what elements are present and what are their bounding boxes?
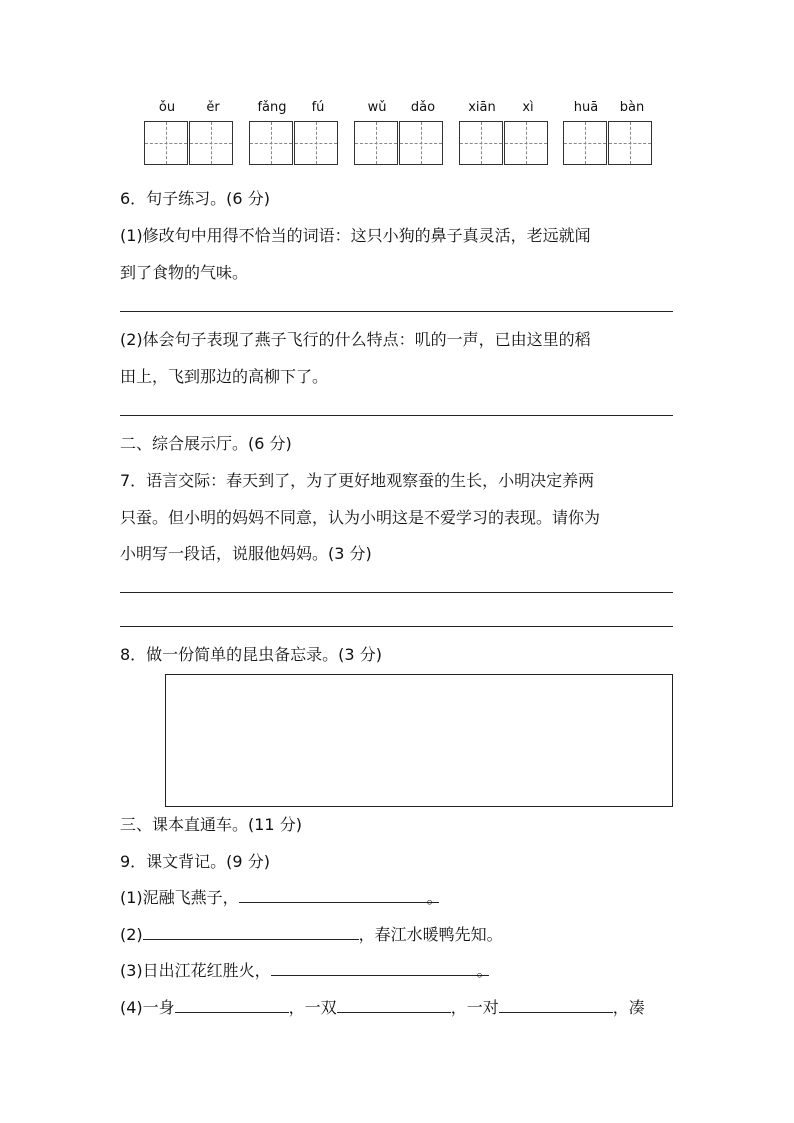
writing-box[interactable] xyxy=(563,121,607,165)
question-6-part1-text-cont: 到了食物的气味。 xyxy=(120,263,249,282)
question-7-text-cont: 小明写一段话，说服他妈妈。(3 分) xyxy=(120,544,372,563)
pinyin-group-1 xyxy=(144,100,236,166)
pinyin-syllable: fú xyxy=(311,100,325,115)
recite-item-2-prefix: (2) xyxy=(120,925,143,944)
recite-item-1 xyxy=(120,885,443,908)
recite-item-1-prefix: (1)泥融飞燕子， xyxy=(120,888,239,907)
pinyin-group-3 xyxy=(354,100,446,166)
question-6-part1-text: (1)修改句中用得不恰当的词语：这只小狗的鼻子真灵活，老远就闻 xyxy=(120,226,591,245)
pinyin-group-4 xyxy=(459,100,551,166)
pinyin-syllable: ǒu xyxy=(158,100,176,115)
pinyin-group-2 xyxy=(249,100,341,166)
pinyin-syllable: wǔ xyxy=(367,100,387,115)
recite-item-4 xyxy=(120,995,645,1018)
writing-box[interactable] xyxy=(504,121,548,165)
recite-item-4-part-c: ，一对 xyxy=(450,998,499,1017)
pinyin-syllable: bàn xyxy=(619,100,645,115)
writing-box[interactable] xyxy=(294,121,338,165)
question-8-title: 8．做一份简单的昆虫备忘录。(3 分) xyxy=(120,645,382,664)
section-2-title: 二、综合展示厅。(6 分) xyxy=(120,434,292,453)
recite-item-4-part-d: ，凑 xyxy=(612,998,645,1017)
answer-line[interactable] xyxy=(120,415,673,416)
recite-item-2-suffix: ，春江水暖鸭先知。 xyxy=(358,925,503,944)
recite-item-4-part-b: ，一双 xyxy=(288,998,337,1017)
question-6-part2-text-cont: 田上，飞到那边的高柳下了。 xyxy=(120,367,329,386)
writing-box[interactable] xyxy=(608,121,652,165)
fill-blank[interactable] xyxy=(499,997,613,1013)
writing-box[interactable] xyxy=(189,121,233,165)
writing-box[interactable] xyxy=(399,121,443,165)
memo-answer-box[interactable] xyxy=(165,674,673,807)
pinyin-group-5 xyxy=(563,100,655,166)
recite-item-3 xyxy=(120,958,493,981)
section-3-title: 三、课本直通车。(11 分) xyxy=(120,815,302,834)
fill-blank[interactable] xyxy=(143,924,359,940)
fill-blank[interactable] xyxy=(239,887,439,903)
answer-line[interactable] xyxy=(120,592,673,593)
answer-line[interactable] xyxy=(120,626,673,627)
pinyin-syllable: fǎng xyxy=(257,100,287,115)
recite-item-1-suffix: 。 xyxy=(426,888,443,907)
fill-blank[interactable] xyxy=(271,960,489,976)
question-6-title: 6．句子练习。(6 分) xyxy=(120,189,270,208)
recite-item-2 xyxy=(120,922,503,945)
pinyin-syllable: xiān xyxy=(468,100,496,115)
pinyin-syllable: ěr xyxy=(206,100,220,115)
recite-item-3-suffix: 。 xyxy=(476,961,493,980)
pinyin-syllable: huā xyxy=(573,100,599,115)
writing-box[interactable] xyxy=(354,121,398,165)
question-6-part2-text: (2)体会句子表现了燕子飞行的什么特点：叽的一声，已由这里的稻 xyxy=(120,330,591,349)
writing-box[interactable] xyxy=(144,121,188,165)
question-7-text: 7．语言交际：春天到了，为了更好地观察蚕的生长，小明决定养两 xyxy=(120,471,595,490)
recite-item-4-part-a: (4)一身 xyxy=(120,998,175,1017)
fill-blank[interactable] xyxy=(337,997,451,1013)
fill-blank[interactable] xyxy=(175,997,289,1013)
answer-line[interactable] xyxy=(120,311,673,312)
writing-box[interactable] xyxy=(249,121,293,165)
pinyin-syllable: xì xyxy=(522,100,534,115)
question-7-text-cont: 只蚕。但小明的妈妈不同意，认为小明这是不爱学习的表现。请你为 xyxy=(120,508,601,527)
recite-item-3-prefix: (3)日出江花红胜火， xyxy=(120,961,271,980)
writing-box[interactable] xyxy=(459,121,503,165)
question-9-title: 9．课文背记。(9 分) xyxy=(120,852,270,871)
pinyin-syllable: dǎo xyxy=(410,100,436,115)
